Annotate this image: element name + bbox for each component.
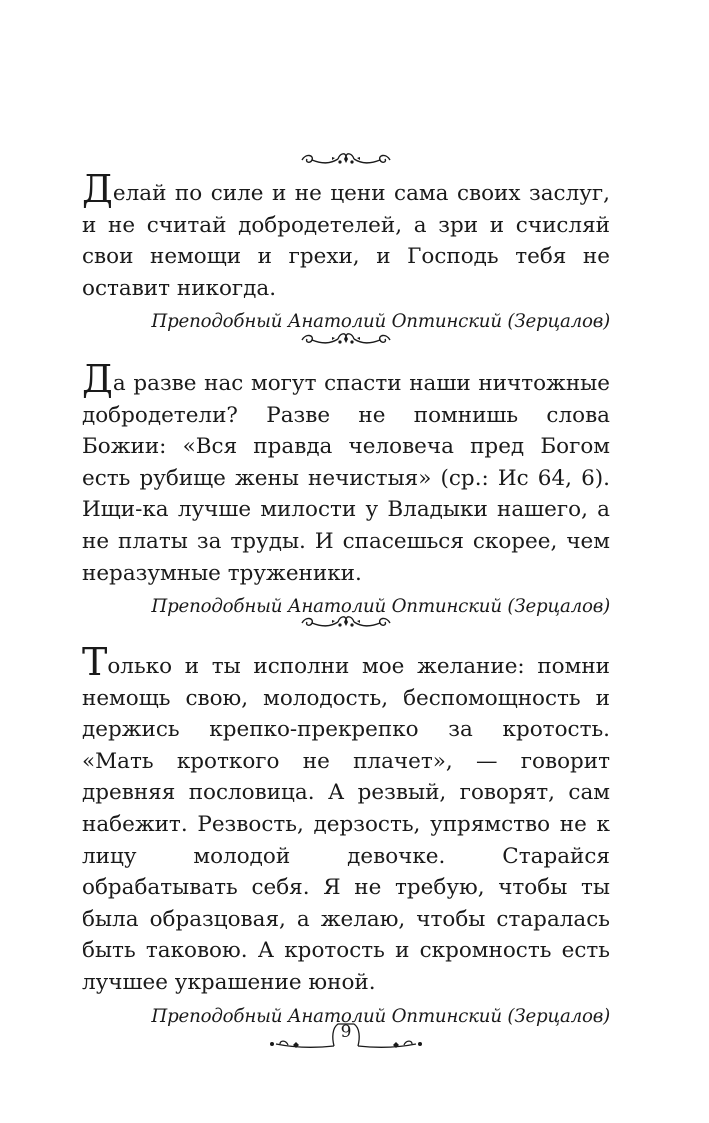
quote-attribution: Преподобный Анатолий Оптинский (Зерцалов) — [151, 1005, 610, 1027]
quote-text: Только и ты исполни мое желание: помни немощь свою, молодость, беспомощность и держись крепко-прекрепко за кротость. «Мать кроткого не плачет», — говорит древняя пословица. А резвый, говорят, сам набежит. Резвость, дерзость, упрямство не к лицу молодой девочке. Старайся обрабатывать себя. Я не требую, чтобы ты была образцовая, а желаю, чтобы старалась быть таковою. А кротость и скромность есть лучшее украшение юной. — [82, 640, 610, 995]
quote-block-3 — [82, 640, 610, 1031]
quote-block-1 — [82, 167, 610, 336]
floral-divider-icon — [296, 329, 396, 351]
page-footer — [266, 1018, 426, 1058]
floral-divider-icon — [296, 612, 396, 634]
quote-block-2 — [82, 357, 610, 621]
book-page — [82, 0, 610, 1123]
quote-attribution: Преподобный Анатолий Оптинский (Зерцалов) — [151, 311, 610, 333]
quote-text: Да разве нас могут спасти наши ничтожные добродетели? Разве не помнишь слова Божии: «Вся правда человеча пред Богом есть рубище жены нечистыя» (ср.: Ис 64, 6). Ищи-ка лучше милости у Владыки нашего, а не платы за труды. И спасешься скорее, чем неразумные труженики. — [82, 357, 610, 586]
quote-text: Делай по силе и не цени сама своих заслуг, и не считай добродетелей, а зри и счисляй свои немощи и грехи, и Господь тебя не оставит никогда. — [82, 167, 610, 301]
quote-attribution: Преподобный Анатолий Оптинский (Зерцалов) — [151, 596, 610, 618]
page-number: 9 — [340, 1022, 352, 1042]
floral-divider-icon — [296, 149, 396, 171]
